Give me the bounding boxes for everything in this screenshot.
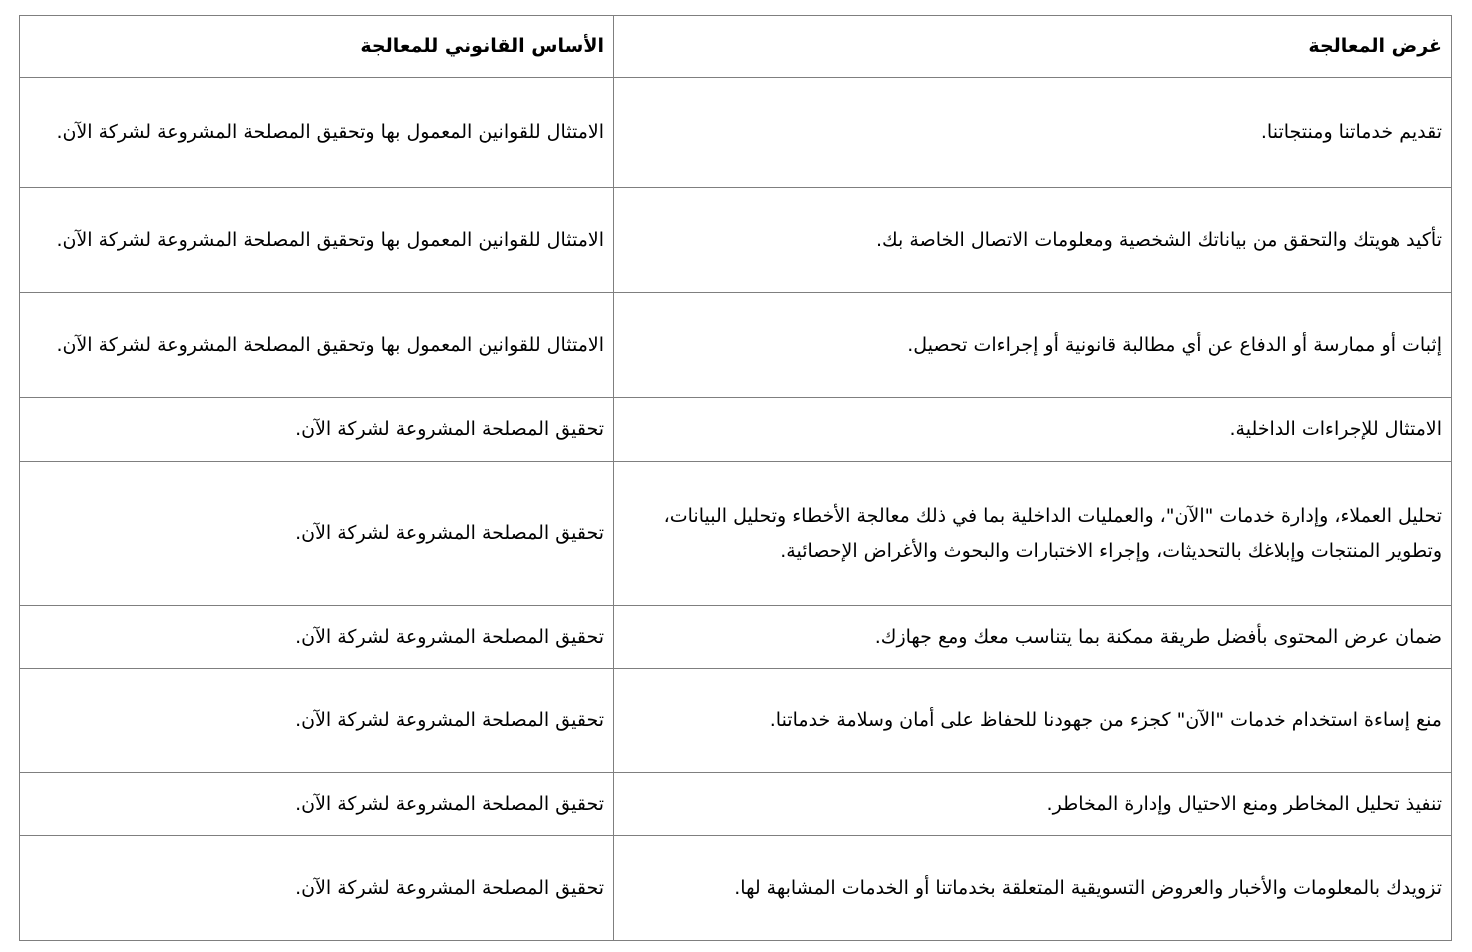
table-row [20,669,1452,773]
purpose-cell: الامتثال للإجراءات الداخلية. [614,398,1452,462]
purpose-cell: إثبات أو ممارسة أو الدفاع عن أي مطالبة قانونية أو إجراءات تحصيل. [614,293,1452,398]
table-row [20,606,1452,669]
table-row [20,462,1452,606]
table-row [20,78,1452,188]
header-row [20,16,1452,78]
purpose-cell: تنفيذ تحليل المخاطر ومنع الاحتيال وإدارة المخاطر. [614,773,1452,836]
legal-basis-cell: الامتثال للقوانين المعمول بها وتحقيق المصلحة المشروعة لشركة الآن. [20,78,614,188]
purpose-cell: تزويدك بالمعلومات والأخبار والعروض التسويقية المتعلقة بخدماتنا أو الخدمات المشابهة لها. [614,836,1452,941]
legal-basis-cell: الامتثال للقوانين المعمول بها وتحقيق المصلحة المشروعة لشركة الآن. [20,293,614,398]
purpose-cell: تأكيد هويتك والتحقق من بياناتك الشخصية ومعلومات الاتصال الخاصة بك. [614,188,1452,293]
table-row [20,188,1452,293]
legal-basis-cell: تحقيق المصلحة المشروعة لشركة الآن. [20,398,614,462]
legal-basis-cell: الامتثال للقوانين المعمول بها وتحقيق المصلحة المشروعة لشركة الآن. [20,188,614,293]
purpose-cell: تقديم خدماتنا ومنتجاتنا. [614,78,1452,188]
table-row [20,773,1452,836]
table-row [20,293,1452,398]
legal-basis-cell: تحقيق المصلحة المشروعة لشركة الآن. [20,462,614,606]
table-row [20,836,1452,941]
purpose-cell: تحليل العملاء، وإدارة خدمات "الآن"، والعمليات الداخلية بما في ذلك معالجة الأخطاء وتحليل البيانات، وتطوير المنتجات وإبلاغك بالتحديثات، وإجراء الاختبارات والبحوث والأغراض الإحصائية. [614,462,1452,606]
purpose-cell: منع إساءة استخدام خدمات "الآن" كجزء من جهودنا للحفاظ على أمان وسلامة خدماتنا. [614,669,1452,773]
table-row [20,398,1452,462]
legal-basis-cell: تحقيق المصلحة المشروعة لشركة الآن. [20,669,614,773]
purpose-cell: ضمان عرض المحتوى بأفضل طريقة ممكنة بما يتناسب معك ومع جهازك. [614,606,1452,669]
header-legal-basis: الأساس القانوني للمعالجة [20,16,614,78]
legal-basis-cell: تحقيق المصلحة المشروعة لشركة الآن. [20,606,614,669]
header-purpose: غرض المعالجة [614,16,1452,78]
legal-basis-cell: تحقيق المصلحة المشروعة لشركة الآن. [20,836,614,941]
processing-purposes-table [19,15,1452,941]
legal-basis-cell: تحقيق المصلحة المشروعة لشركة الآن. [20,773,614,836]
